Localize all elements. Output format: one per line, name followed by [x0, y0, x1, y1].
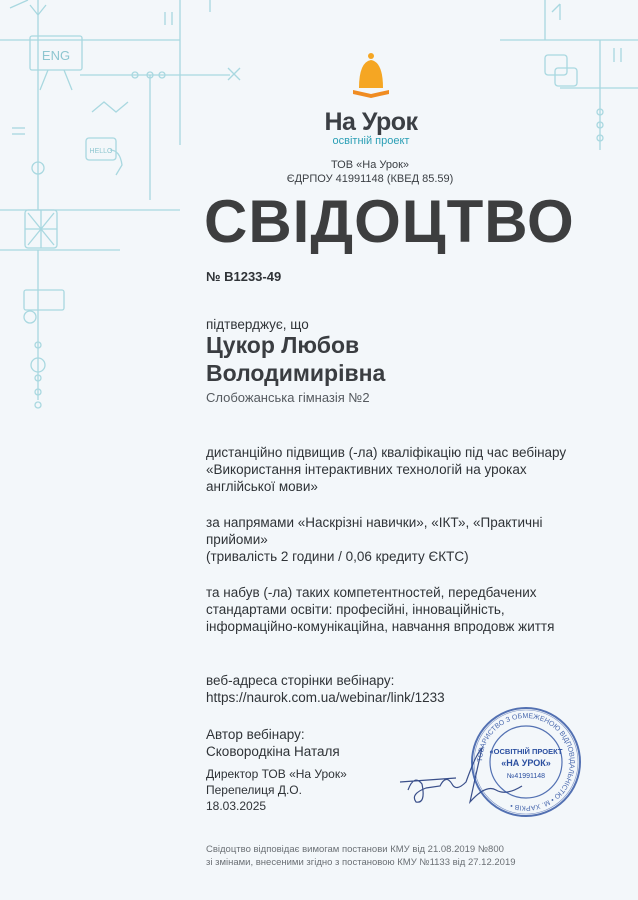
bell-book-icon [351, 52, 391, 100]
official-stamp [470, 706, 582, 818]
eng-label: ENG [41, 48, 71, 63]
stamp-ring-text: ТОВАРИСТВО З ОБМЕЖЕНОЮ ВІДПОВІДАЛЬНІСТЮ • М. ХАРКІВ • [476, 712, 576, 812]
qualification-text: дистанційно підвищив (-ла) кваліфікацію під час вебінару «Використання інтерактивних технологій на уроках англійської мови» [206, 445, 567, 494]
director-label: Директор ТОВ «На Урок» [206, 767, 347, 781]
directions-text: за напрямами «Наскрізні навички», «ІКТ», «Практичні прийоми» [206, 515, 543, 547]
duration-text: (тривалість 2 години / 0,06 кредиту ЄКТС) [206, 549, 469, 564]
certificate-number: № B1233-49 [206, 269, 282, 284]
company-info [270, 158, 470, 186]
hello-label: HELLO [89, 148, 113, 155]
competences-text: та набув (-ла) таких компетентностей, передбачених стандартами освіти: професійні, інноваційність, інформаційно-комунікаційна, навчання впродовж життя [206, 585, 555, 634]
stamp-text-2: «НА УРОК» [501, 758, 551, 768]
company-name: ТОВ «На Урок» [330, 159, 410, 171]
footer-line1: Свідоцтво відповідає вимогам постанови КМУ від 21.08.2019 №800 [206, 844, 504, 855]
webinar-url[interactable]: https://naurok.com.ua/webinar/link/1233 [206, 690, 445, 705]
footer-note [206, 843, 516, 869]
person-name [206, 331, 385, 387]
person-name-line2: Володимирівна [206, 360, 386, 386]
stamp-text-1: «ОСВІТНІЙ ПРОЕКТ [489, 747, 563, 756]
person-name-line1: Цукор Любов [206, 332, 360, 358]
brand-tagline: освітній проект [332, 135, 410, 147]
author-label: Автор вебінару: [206, 727, 305, 742]
issue-date: 18.03.2025 [206, 799, 267, 813]
director-name: Перепелиця Д.О. [206, 783, 302, 797]
school-name: Слобожанська гімназія №2 [206, 390, 370, 405]
logo [318, 52, 424, 148]
company-code: ЄДРПОУ 41991148 (КВЕД 85.59) [286, 173, 454, 185]
footer-line2: зі змінами, внесеними згідно з постановою КМУ №1133 від 27.12.2019 [206, 857, 516, 868]
author-name: Сковородкіна Наталя [206, 744, 340, 759]
url-label: веб-адреса сторінки вебінару: [206, 673, 395, 688]
confirm-text: підтверджує, що [206, 317, 309, 332]
brand-name: На Урок [324, 108, 418, 136]
stamp-text-3: №41991148 [506, 773, 546, 780]
certificate-title: СВІДОЦТВО [204, 188, 575, 255]
